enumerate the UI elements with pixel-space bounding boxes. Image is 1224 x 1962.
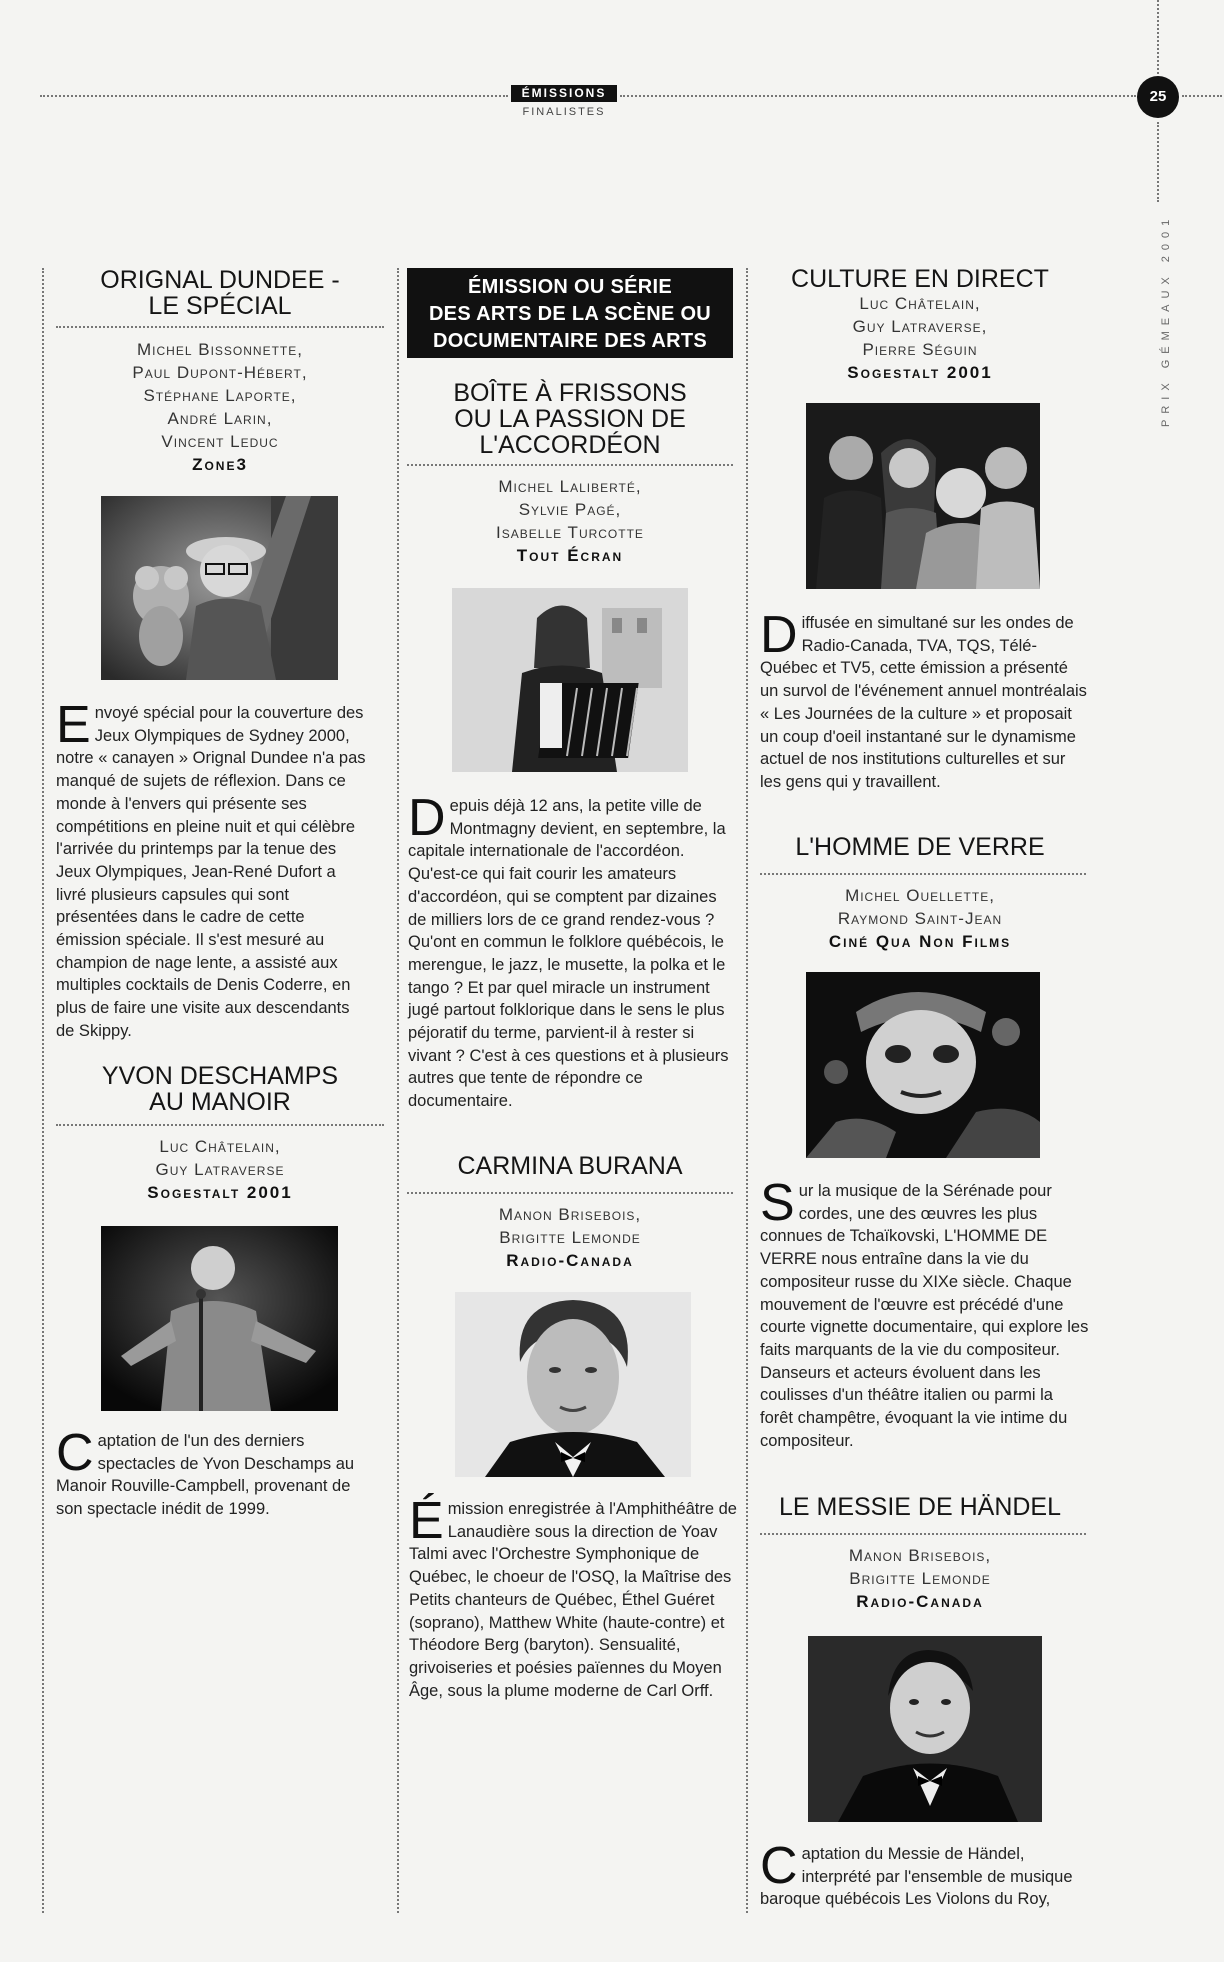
title-line: L'ACCORDÉON xyxy=(479,431,661,459)
title-line: LE MESSIE DE HÄNDEL xyxy=(778,1493,1062,1521)
body-text: mission enregistrée à l'Amphithéâtre de Lanaudière sous la direction de Yoav Talmi avec l'Orchestre Symphonique de Québec, le choeur de l'OSQ, la Maîtrise des Petits chanteurs de Québec, Éthel Guéret (soprano), Matthew White (haute-contre) et Théodore Berg (baryton). Sensualité, grivoiseries et poésies païennes du Moyen Âge, sous la plume moderne de Carl Orff. xyxy=(409,1500,737,1700)
banner-line: DES ARTS DE LA SCÈNE OU xyxy=(428,303,712,325)
credit-name: Stéphane Laporte, xyxy=(143,386,297,405)
article-title xyxy=(770,834,1070,860)
header-rule-far-right xyxy=(1182,95,1222,97)
body-text: ur la musique de la Sérénade pour cordes, une des œuvres les plus connues de Tchaïkovski, L'HOMME DE VERRE nous entraîne dans la vie du compositeur russe du XIXe siècle. Chaque mouvement de l'œuvre est précédé d'une courte vignette documentaire, qui explore les faits marquants de la vie du compositeur. Danseurs et acteurs évoluent dans les coulisses d'un théâtre italien ou parmi la forêt champêtre, évoquant la vie intime du compositeur. xyxy=(760,1182,1089,1450)
article-body xyxy=(760,1174,1090,1452)
article-credits xyxy=(420,475,720,567)
credit-name: Manon Brisebois, xyxy=(848,1546,992,1565)
drop-cap: É xyxy=(409,1492,444,1550)
photo-yvon-deschamps xyxy=(101,1226,338,1411)
column-rule-1 xyxy=(42,268,44,1913)
drop-cap: E xyxy=(56,696,91,754)
credit-name: Michel Bissonnette, xyxy=(137,340,303,359)
title-line: CARMINA BURANA xyxy=(457,1152,683,1180)
banner-line: DOCUMENTAIRE DES ARTS xyxy=(432,330,708,352)
margin-rule-top xyxy=(1157,0,1159,74)
article-body xyxy=(56,1424,376,1521)
article-body xyxy=(56,696,370,1043)
title-line: OU LA PASSION DE xyxy=(454,405,686,433)
article-credits xyxy=(70,338,370,476)
body-text: iffusée en simultané sur les ondes de Radio-Canada, TVA, TQS, Télé-Québec et TV5, cette émission a présenté un survol de l'événement annuel montréalais « Les Journées de la culture » et proposait un coup d'oeil instantané sur le dynamisme actuel de nos institutions culturelles et sur les gens qui y travaillent. xyxy=(760,614,1087,791)
header-rule-right xyxy=(620,95,1136,97)
credit-name: Isabelle Turcotte xyxy=(496,523,644,542)
producer-name: Tout Écran xyxy=(516,546,624,565)
photo-orignal-dundee xyxy=(101,496,338,680)
article-body xyxy=(760,1837,1090,1911)
credit-name: Luc Châtelain, xyxy=(159,1137,281,1156)
title-line: YVON DESCHAMPS xyxy=(101,1062,339,1090)
margin-rule xyxy=(1157,122,1159,202)
title-rule xyxy=(407,1192,733,1194)
article-credits xyxy=(70,1135,370,1204)
drop-cap: C xyxy=(56,1424,94,1482)
title-rule xyxy=(407,464,733,466)
subsection-label: FINALISTES xyxy=(522,106,606,118)
credit-name: Manon Brisebois, xyxy=(498,1205,642,1224)
article-title xyxy=(70,1063,370,1115)
title-rule xyxy=(56,1124,384,1126)
article-title xyxy=(770,266,1070,292)
article-title xyxy=(420,1153,720,1179)
article-title xyxy=(770,1494,1070,1520)
section-label: ÉMISSIONS xyxy=(511,85,617,102)
article-credits xyxy=(770,1544,1070,1613)
credit-name: Luc Châtelain, xyxy=(859,294,981,313)
title-line: LE SPÉCIAL xyxy=(148,292,292,320)
side-running-title: PRIX GÉMEAUX 2001 xyxy=(1160,213,1172,427)
credit-name: Sylvie Pagé, xyxy=(518,500,622,519)
page-number: 25 xyxy=(1137,76,1179,118)
article-credits xyxy=(770,292,1070,384)
body-text: nvoyé spécial pour la couverture des Jeux Olympiques de Sydney 2000, notre « canayen » Orignal Dundee n'a pas manqué de sujets de réflexion. Dans ce monde à l'envers qui présente ses compétitions en pleine nuit et qui célèbre l'arrivée du printemps par la tenue des Jeux Olympiques, Jean-René Dufort a livré plusieurs capsules qui sont présentées dans le cadre de cette émission spéciale. Il s'est mesuré au champion de nage lente, a assisté aux multiples cocktails de Denis Coderre, en plus de faire une visite aux descendants de Skippy. xyxy=(56,704,366,1040)
drop-cap: S xyxy=(760,1174,795,1232)
category-banner xyxy=(407,268,733,358)
photo-messie-de-handel xyxy=(808,1636,1042,1822)
credit-name: Brigitte Lemonde xyxy=(499,1228,641,1247)
drop-cap: D xyxy=(408,789,446,847)
article-body xyxy=(409,1492,737,1702)
drop-cap: C xyxy=(760,1837,798,1895)
credit-name: Michel Laliberté, xyxy=(498,477,642,496)
header-rule-left xyxy=(40,95,508,97)
banner-line: ÉMISSION OU SÉRIE xyxy=(467,276,673,298)
credit-name: Michel Ouellette, xyxy=(845,886,995,905)
photo-carmina-burana xyxy=(455,1292,691,1477)
title-rule xyxy=(760,1533,1086,1535)
article-credits xyxy=(770,884,1070,953)
article-title xyxy=(420,380,720,458)
title-line: ORIGNAL DUNDEE - xyxy=(100,266,340,294)
producer-name: Radio-Canada xyxy=(856,1592,984,1611)
title-line: AU MANOIR xyxy=(149,1088,291,1116)
producer-name: Sogestalt 2001 xyxy=(147,1183,293,1202)
body-text: epuis déjà 12 ans, la petite ville de Montmagny devient, en septembre, la capitale internationale de l'accordéon. Qu'est-ce qui fait courir les amateurs d'accordéon, qui se comptent par dizaines de milliers lors de ce grand rendez-vous ? Qu'ont en commun le folklore québécois, le merengue, le jazz, le musette, la polka et le tango ? Et par quel miracle un instrument jugé partout folklorique dans le sens le plus péjoratif du terme, parvient-il à rester si vivant ? C'est à ces questions et à plusieurs autres que tente de répondre ce documentaire. xyxy=(408,797,729,1111)
article-body xyxy=(408,789,736,1113)
credit-name: Guy Latraverse xyxy=(155,1160,285,1179)
title-rule xyxy=(760,873,1086,875)
credit-name: Pierre Séguin xyxy=(862,340,978,359)
credit-name: Vincent Leduc xyxy=(161,432,279,451)
credit-name: Brigitte Lemonde xyxy=(849,1569,991,1588)
photo-accordeon xyxy=(452,588,688,772)
article-body xyxy=(760,606,1090,794)
credit-name: Guy Latraverse, xyxy=(852,317,988,336)
body-text: aptation de l'un des derniers spectacles de Yvon Deschamps au Manoir Rouville-Campbell, provenant de son spectacle inédit de 1999. xyxy=(56,1432,355,1519)
title-line: L'HOMME DE VERRE xyxy=(795,833,1045,861)
column-rule-2 xyxy=(397,268,399,1913)
producer-name: Ciné Qua Non Films xyxy=(828,932,1012,951)
credit-name: Raymond Saint-Jean xyxy=(837,909,1003,928)
body-text: aptation du Messie de Händel, interprété par l'ensemble de musique baroque québécois Les Violons du Roy, xyxy=(760,1845,1073,1909)
drop-cap: D xyxy=(760,606,798,664)
title-rule xyxy=(56,326,384,328)
credit-name: André Larin, xyxy=(167,409,273,428)
title-line: BOÎTE À FRISSONS xyxy=(453,379,687,407)
producer-name: Zone3 xyxy=(192,455,248,474)
credit-name: Paul Dupont-Hébert, xyxy=(132,363,308,382)
column-rule-3 xyxy=(746,268,748,1913)
title-line: CULTURE EN DIRECT xyxy=(791,265,1049,293)
article-credits xyxy=(420,1203,720,1272)
photo-culture-en-direct xyxy=(806,403,1040,589)
article-title xyxy=(70,267,370,319)
producer-name: Radio-Canada xyxy=(506,1251,634,1270)
producer-name: Sogestalt 2001 xyxy=(847,363,993,382)
photo-homme-de-verre xyxy=(806,972,1040,1158)
